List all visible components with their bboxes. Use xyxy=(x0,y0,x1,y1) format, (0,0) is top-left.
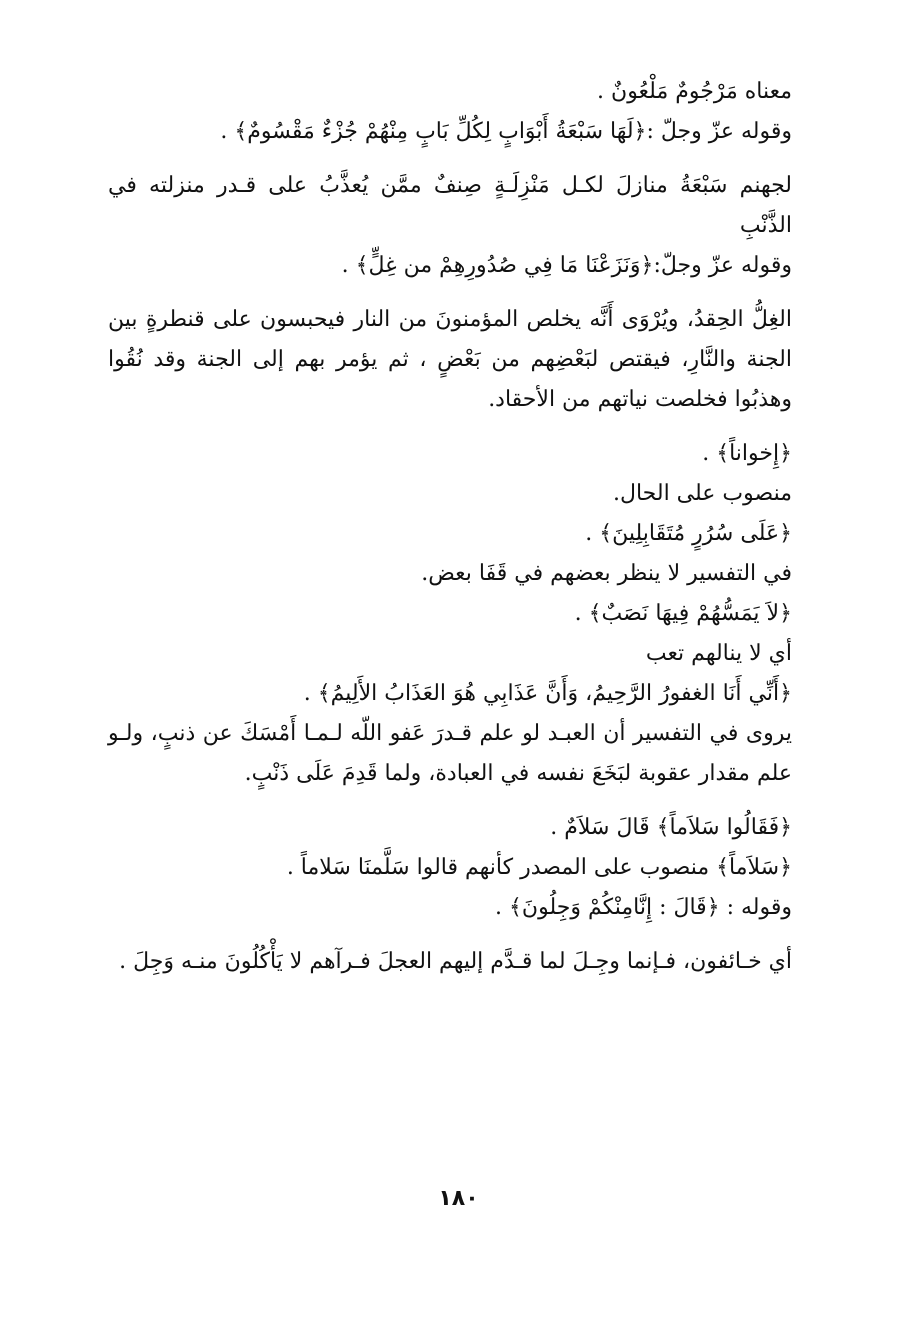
page-body xyxy=(108,72,792,982)
paragraph-khaifun: أي خـائفون، فـإنما وجِـلَ لما قـدَّم إليهم العجلَ فـرآهم لا يَأْكُلُونَ منـه وَجِلَ . xyxy=(119,949,792,974)
text-line-wajilun: وقوله : ﴿قَالَ : إِنَّامِنْكُمْ وَجِلُونَ﴾ . xyxy=(495,895,792,920)
paragraph-jahannam: لجهنم سَبْعَةُ منازلَ لكـل مَنْزِلَـةٍ صِنفٌ ممَّن يُعذَّبُ على قـدر منزلته في الذَّنْبِ xyxy=(108,173,792,238)
paragraph-yurwa: يروى في التفسير أن العبـد لو علم قـدرَ عَفو اللّه لـمـا أَمْسَكَ عن ذنبٍ، ولـو علم مقدار عقوبة لبَخَعَ نفسه في العبادة، ولما قَدِمَ عَلَى ذَنْبٍ. xyxy=(108,721,792,786)
text-line-2: وقوله عزّ وجلّ :﴿لَهَا سَبْعَةُ أَبْوَابٍ لِكُلِّ بَابٍ مِنْهُمْ جُزْءٌ مَقْسُومٌ﴾ . xyxy=(220,119,792,144)
text-line-4: وقوله عزّ وجلّ:﴿وَنَزَعْنَا مَا فِي صُدُورِهِمْ من غِلٍّ﴾ . xyxy=(341,253,792,278)
paragraph-ghill: الغِلُّ الحِقدُ، ويُرْوَى أَنَّه يخلص المؤمنونَ من النار فيحبسون على قنطرةٍ بين الجنة والنَّارِ، فيقتص لبَعْضِهم من بَعْضٍ ، ثم يؤمر بهم إلى الجنة وقد نُقُوا وهذبُوا فخلصت نياتهم من الأحقاد. xyxy=(108,307,792,412)
text-line-1: معناه مَرْجُومٌ مَلْعُونٌ . xyxy=(597,79,792,104)
text-line-tafsir: في التفسير لا ينظر بعضهم في قَفَا بعض. xyxy=(421,561,792,586)
text-line-mansub: منصوب على الحال. xyxy=(612,481,792,506)
text-line-sururin: ﴿عَلَى سُرُرٍ مُتَقَابِلِينَ﴾ . xyxy=(585,521,792,546)
text-line-la-yanaluhum: أي لا ينالهم تعب xyxy=(645,641,792,666)
page-number: ١٨٠ xyxy=(438,1186,479,1211)
text-line-salaman: ﴿سَلاَماً﴾ منصوب على المصدر كأنهم قالوا سَلَّمنَا سَلاماً . xyxy=(286,855,792,880)
text-line-al-ghafur: ﴿أَنِّي أَنَا الغفورُ الرَّحِيمُ، وَأَنَّ عَذَابِي هُوَ العَذَابُ الأَلِيمُ﴾ . xyxy=(303,681,792,706)
text-line-la-yamassuhum: ﴿لاَ يَمَسُّهُمْ فِيهَا نَصَبٌ﴾ . xyxy=(574,601,792,626)
text-line-faqalu: ﴿فَقَالُوا سَلاَماً﴾ قَالَ سَلاَمٌ . xyxy=(550,815,792,840)
text-line-ikhwanan: ﴿إِخواناً﴾ . xyxy=(702,441,792,466)
